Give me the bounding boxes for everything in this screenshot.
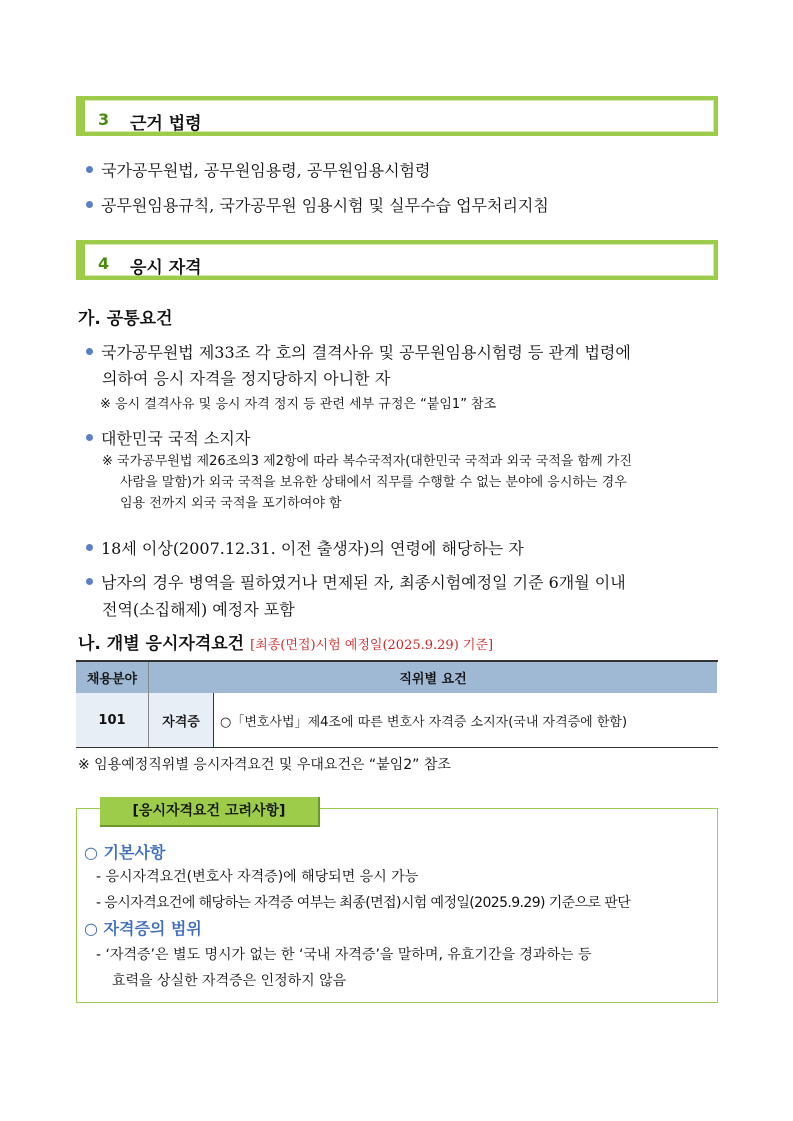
list-item: [86, 340, 631, 363]
section-3-header: [76, 96, 718, 136]
list-item-cont: 효력을 상실한 자격증은 인정하지 않음: [112, 973, 347, 989]
list-item: [86, 193, 549, 216]
requirement-text: 남자의 경우 병역을 필하였거나 면제된 자, 최종시험예정일 기준 6개월 이내: [101, 573, 626, 592]
table-row: [76, 693, 718, 748]
table-footnote: ※ 임용예정직위별 응시자격요건 및 우대요건은 “붙임2” 참조: [78, 757, 451, 773]
bullet-icon: [86, 434, 93, 441]
requirement-text: 대한민국 국적 소지자: [101, 429, 251, 448]
note-text: 사람을 말함)가 외국 국적을 보유한 상태에서 직무를 수행할 수 없는 분야에 응시하는 경우: [120, 475, 627, 490]
certificate-scope-heading: ○ 자격증의 범위: [84, 919, 202, 938]
bullet-icon: [86, 201, 93, 208]
section-accent-bar: [76, 240, 85, 280]
bullet-icon: [86, 578, 93, 585]
section-4-header: [76, 240, 718, 280]
section-number: 4: [98, 254, 110, 273]
section-title: 근거 법령: [130, 114, 202, 134]
list-item: - 응시자격요건에 해당하는 자격증 여부는 최종(면접)시험 예정일(2025.9.29) 기준으로 판단: [96, 895, 631, 911]
individual-title-text: 나. 개별 응시자격요건: [78, 634, 245, 654]
requirement-text: 18세 이상(2007.12.31. 이전 출생자)의 연령에 해당하는 자: [101, 539, 524, 558]
consideration-tag: [응시자격요건 고려사항]: [100, 797, 320, 827]
requirement-text-cont: 의하여 응시 자격을 정지당하지 아니한 자: [102, 369, 391, 388]
bullet-icon: [86, 166, 93, 173]
basic-items-heading: ○ 기본사항: [84, 843, 166, 862]
bullet-icon: [86, 544, 93, 551]
list-item: - ‘자격증’은 별도 명시가 없는 한 ‘국내 자격증’을 말하며, 유효기간을 경과하는 등: [96, 947, 592, 963]
bullet-icon: [86, 348, 93, 355]
list-item: [86, 158, 430, 181]
law-item: 공무원임용규칙, 국가공무원 임용시험 및 실무수습 업무처리지침: [101, 196, 549, 215]
table-cell-field: 101: [76, 693, 149, 748]
table-header-field: 채용분야: [76, 661, 149, 693]
requirement-text: 국가공무원법 제33조 각 호의 결격사유 및 공무원임용시험령 등 관계 법령에: [101, 343, 631, 362]
requirement-text-cont: 전역(소집해제) 예정자 포함: [102, 600, 295, 619]
requirements-table: [76, 660, 718, 748]
note-text: ※ 응시 결격사유 및 응시 자격 정지 등 관련 세부 규정은 “붙임1” 참조: [100, 397, 497, 412]
section-title: 응시 자격: [130, 258, 202, 278]
list-item: [86, 570, 626, 593]
common-requirements-title: 가. 공통요건: [78, 309, 173, 329]
table-cell-requirement: ○「변호사법」제4조에 따른 변호사 자격증 소지자(국내 자격증에 한함): [214, 693, 718, 748]
individual-requirements-title: [78, 629, 493, 654]
table-cell-type: 자격증: [149, 693, 214, 748]
section-accent-bar: [76, 96, 85, 136]
law-item: 국가공무원법, 공무원임용령, 공무원임용시험령: [101, 161, 431, 180]
list-item: - 응시자격요건(변호사 자격증)에 해당되면 응시 가능: [96, 869, 419, 885]
note-text: 임용 전까지 외국 국적을 포기하여야 함: [120, 496, 342, 511]
table-header-requirement: 직위별 요건: [149, 661, 718, 693]
reference-date-note: [최종(면접)시험 예정일(2025.9.29) 기준]: [250, 638, 494, 653]
list-item: [86, 426, 250, 449]
section-number: 3: [98, 110, 110, 129]
note-text: ※ 국가공무원법 제26조의3 제2항에 따라 복수국적자(대한민국 국적과 외국 국적을 함께 가진: [102, 454, 632, 469]
list-item: [86, 536, 524, 559]
table-header-row: [76, 661, 718, 693]
